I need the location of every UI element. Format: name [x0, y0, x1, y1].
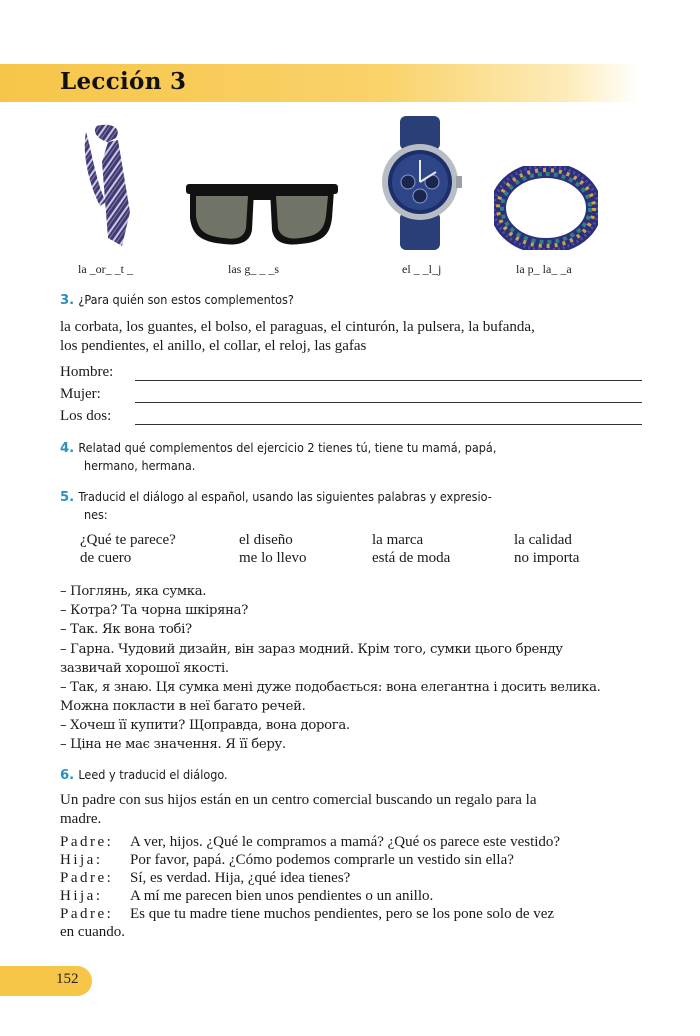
sunglasses-icon — [184, 182, 340, 250]
answer-label: Mujer: — [60, 386, 101, 402]
exercise-title-cont: nes: — [84, 507, 108, 522]
image-caption: la _or_ _t _ — [78, 262, 133, 276]
exercise-5-heading — [60, 488, 645, 507]
exercise-3-heading — [60, 291, 645, 310]
dialog-line — [60, 905, 645, 923]
dialog-text: A ver, hijos. ¿Qué le compramos a mamá? ¿Qué os parece este vestido? — [130, 834, 561, 850]
answer-line[interactable] — [135, 402, 642, 403]
vocab-item: la marca — [372, 532, 424, 548]
image-caption: el _ _l_j — [402, 262, 442, 276]
lesson-title: Lección 3 — [60, 68, 187, 95]
intro-line: Un padre con sus hijos están en un centro comercial buscando un regalo para la — [60, 792, 537, 808]
answer-row-hombre[interactable] — [60, 364, 642, 384]
dialog-line-ua: – Так, я знаю. Ця сумка мені дуже подобається: вона елегантна і досить велика. — [60, 680, 601, 695]
dialog-line-ua: – Ціна не має значення. Я її беру. — [60, 737, 286, 752]
word-list-line: los pendientes, el anillo, el collar, el reloj, las gafas — [60, 338, 367, 354]
vocab-item: la calidad — [514, 532, 572, 548]
dialog-line-ua: – Хочеш її купити? Щоправда, вона дорога. — [60, 718, 350, 733]
dialog-text: Sí, es verdad. Hija, ¿qué idea tienes? — [130, 870, 351, 886]
image-caption: las g_ _ _s — [228, 262, 279, 276]
dialog-line-ua: – Котра? Та чорна шкіряна? — [60, 603, 248, 618]
exercise-number: 4. — [60, 441, 75, 456]
speaker: Padre: — [60, 906, 114, 922]
vocab-item: me lo llevo — [239, 550, 307, 566]
intro-line: madre. — [60, 811, 102, 827]
answer-label: Los dos: — [60, 408, 112, 424]
page-number: 152 — [56, 971, 79, 987]
exercise-title-cont: hermano, hermana. — [84, 458, 196, 473]
dialog-line-cont: en cuando. — [60, 924, 125, 940]
dialog-line-ua: – Поглянь, яка сумка. — [60, 584, 207, 599]
vocab-item: está de moda — [372, 550, 451, 566]
vocab-item: ¿Qué te parece? — [80, 532, 176, 548]
answer-row-los-dos[interactable] — [60, 408, 642, 428]
speaker: Padre: — [60, 870, 114, 886]
dialog-text: Por favor, papá. ¿Cómo podemos comprarle un vestido sin ella? — [130, 852, 514, 868]
exercise-title: ¿Para quién son estos complementos? — [78, 292, 294, 307]
exercise-6-heading — [60, 766, 645, 785]
dialog-line-ua: – Гарна. Чудовий дизайн, він зараз модний. Крім того, сумки цього бренду — [60, 642, 563, 657]
exercise-number: 6. — [60, 768, 75, 783]
dialog-text: Es que tu madre tiene muchos pendientes, pero se los pone solo de vez — [130, 906, 555, 922]
answer-line[interactable] — [135, 424, 642, 425]
speaker: Padre: — [60, 834, 114, 850]
exercise-number: 5. — [60, 490, 75, 505]
watch-icon — [380, 116, 462, 250]
answer-line[interactable] — [135, 380, 642, 381]
speaker: Hija: — [60, 852, 103, 868]
dialog-line-ua: – Так. Як вона тобі? — [60, 622, 192, 637]
vocab-item: no importa — [514, 550, 580, 566]
dialog-line — [60, 833, 645, 851]
tie-icon — [78, 122, 150, 250]
speaker: Hija: — [60, 888, 103, 904]
exercise-title: Relatad qué complementos del ejercicio 2 tienes tú, tiene tu mamá, papá, — [78, 440, 497, 455]
bracelet-icon — [494, 166, 598, 250]
vocab-item: el diseño — [239, 532, 293, 548]
dialog-line — [60, 851, 645, 869]
exercise-4-heading — [60, 439, 645, 458]
dialog-line — [60, 887, 645, 905]
answer-label: Hombre: — [60, 364, 114, 380]
exercise-title: Leed y traducid el diálogo. — [78, 767, 228, 782]
exercise-title: Traducid el diálogo al español, usando las siguientes palabras y expresio- — [78, 489, 492, 504]
dialog-text: A mí me parecen bien unos pendientes o un anillo. — [130, 888, 434, 904]
dialog-line-ua: зазвичай хорошої якості. — [60, 661, 229, 676]
image-caption: la p_ la_ _a — [516, 262, 572, 276]
word-list-line: la corbata, los guantes, el bolso, el paraguas, el cinturón, la pulsera, la bufanda, — [60, 319, 535, 335]
vocab-item: de cuero — [80, 550, 132, 566]
dialog-line — [60, 869, 645, 887]
exercise-number: 3. — [60, 293, 75, 308]
dialog-line-ua: Можна покласти в неї багато речей. — [60, 699, 306, 714]
answer-row-mujer[interactable] — [60, 386, 642, 406]
